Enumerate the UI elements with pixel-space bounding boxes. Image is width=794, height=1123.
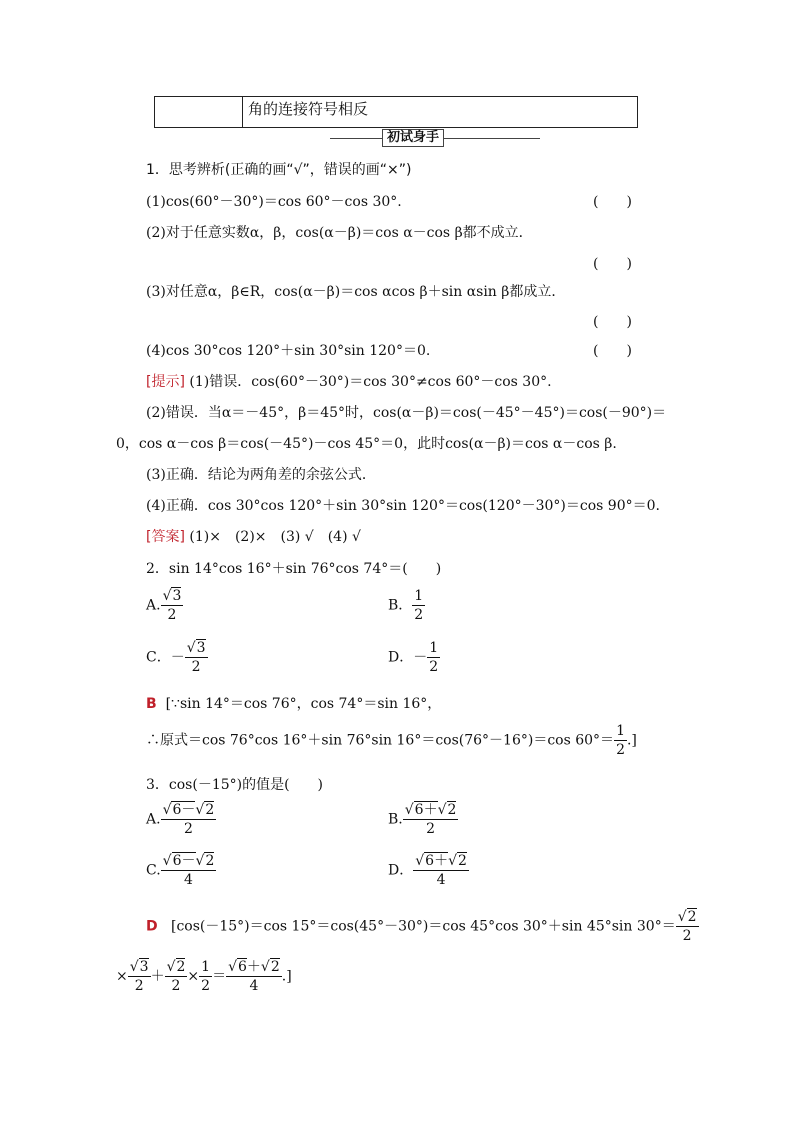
q1-item-1: (1)cos(60°－30°)＝cos 60°－cos 30°.	[146, 194, 402, 210]
q1-hint-3: (3)正确．结论为两角差的余弦公式．	[146, 467, 376, 483]
q2-option-d	[388, 641, 440, 674]
q3-option-d-label: D．	[388, 862, 414, 879]
q1-hint-1	[146, 375, 552, 389]
banner-title: 初试身手	[382, 129, 444, 147]
q3-option-b	[388, 803, 458, 836]
q1-paren-3: ( )	[593, 314, 632, 330]
q1-item-3: (3)对任意α，β∈R，cos(α－β)＝cos αcos β＋sin αsin β都成立．	[146, 284, 566, 300]
q3-option-c	[146, 854, 216, 887]
q2-solution-line-2	[146, 724, 637, 757]
q3-stem: 3．cos(－15°)的值是( )	[146, 777, 324, 793]
table-empty-cell	[155, 97, 243, 127]
q1-stem: 1．思考辨析(正确的画“√”，错误的画“×”)	[146, 162, 412, 178]
q2-option-a	[146, 589, 183, 622]
q2-option-a-label: A.	[146, 597, 161, 614]
q3-sol-frac-4: $\frac{1}{2}$	[201, 959, 211, 994]
q2-sol-2: ∴原式＝cos 76°cos 16°＋sin 76°sin 16°＝cos(76°－16°)＝cos 60°＝	[146, 732, 615, 749]
banner-line-left	[330, 138, 382, 139]
hint-tag: [提示]	[146, 374, 185, 390]
q1-item-2: (2)对于任意实数α，β，cos(α－β)＝cos α－cos β都不成立．	[146, 225, 533, 241]
q3-solution-line-2: × $\frac{√3}{2}$ ＋ $\frac{√2}{2}$ × $\frac{1}{2}$ ＝ $\frac{√6+√2}{4}$ .]	[116, 959, 292, 994]
q2-option-b-label: B．	[388, 597, 413, 614]
q3-sol-1: [cos(－15°)＝cos 15°＝cos(45°－30°)＝cos 45°cos 30°＋sin 45°sin 30°＝	[170, 918, 676, 935]
q3-option-d	[388, 854, 469, 887]
q1-hint-2b: 0，cos α－cos β＝cos(－45°)－cos 45°＝0，此时cos(α－β)＝cos α－cos β.	[116, 436, 617, 452]
q1-paren-4: ( )	[593, 343, 632, 359]
q2-option-b-frac: $\frac{1}{2}$	[414, 588, 424, 623]
answer-tag: [答案]	[146, 529, 185, 545]
q1-item-4: (4)cos 30°cos 120°＋sin 30°sin 120°＝0.	[146, 343, 431, 359]
q2-sol-1: [∵sin 14°＝cos 76°，cos 74°＝sin 16°，	[165, 696, 442, 712]
q3-option-a-frac: $\frac{√6-√2}{2}$	[162, 802, 215, 837]
q3-option-b-label: B.	[388, 811, 403, 828]
q2-option-c-label: C．－	[146, 649, 185, 666]
q3-sol-frac-1: $\frac{√2}{2}$	[677, 909, 697, 944]
q1-hint-4: (4)正确．cos 30°cos 120°＋sin 30°sin 120°＝cos(120°－30°)＝cos 90°＝0.	[146, 498, 660, 514]
answer-text: (1)× (2)× (3) √ (4) √	[189, 529, 361, 545]
q3-option-a-label: A.	[146, 811, 161, 828]
q3-option-c-frac: $\frac{√6-√2}{4}$	[162, 853, 215, 888]
q1-paren-1: ( )	[593, 194, 632, 210]
q2-stem: 2．sin 14°cos 16°＋sin 76°cos 74°＝( )	[146, 561, 442, 577]
q1-paren-2: ( )	[593, 256, 632, 272]
table-fragment	[154, 96, 638, 128]
q3-option-c-label: C.	[146, 862, 161, 879]
q2-option-d-label: D．－	[388, 649, 428, 666]
hint-1-text: (1)错误．cos(60°－30°)＝cos 30°≠cos 60°－cos 30°.	[189, 374, 552, 390]
q2-option-a-frac: $\frac{√3}{2}$	[162, 588, 182, 623]
q1-hint-2a: (2)错误．当α＝－45°，β＝45°时，cos(α－β)＝cos(－45°－45°)＝cos(－90°)＝	[146, 405, 667, 421]
q3-sol-frac-2: $\frac{√3}{2}$	[129, 959, 149, 994]
table-cell-text: 角的连接符号相反	[248, 100, 369, 118]
banner-line-right	[442, 138, 540, 139]
q2-option-d-frac: $\frac{1}{2}$	[429, 640, 439, 675]
q3-sol-tail: .]	[281, 968, 292, 985]
q3-sol-frac-5: $\frac{√6+√2}{4}$	[228, 959, 280, 994]
q3-sol-frac-3: $\frac{√2}{2}$	[166, 959, 186, 994]
section-banner	[360, 128, 464, 148]
q3-solution-line-1	[146, 910, 699, 943]
q3-option-d-frac: $\frac{√6+√2}{4}$	[415, 853, 467, 888]
q2-solution-line-1	[146, 697, 441, 711]
q3-answer-letter: D	[146, 918, 158, 935]
q3-option-b-frac: $\frac{√6+√2}{2}$	[404, 802, 457, 837]
q1-answer	[146, 530, 361, 544]
q2-sol-end: .]	[626, 732, 637, 749]
q2-option-c	[146, 641, 208, 674]
q2-sol-frac: $\frac{1}{2}$	[616, 723, 625, 758]
q2-answer-letter: B	[146, 696, 157, 712]
q3-option-a	[146, 803, 216, 836]
q2-option-c-frac: $\frac{√3}{2}$	[186, 640, 206, 675]
q2-option-b	[388, 589, 425, 622]
